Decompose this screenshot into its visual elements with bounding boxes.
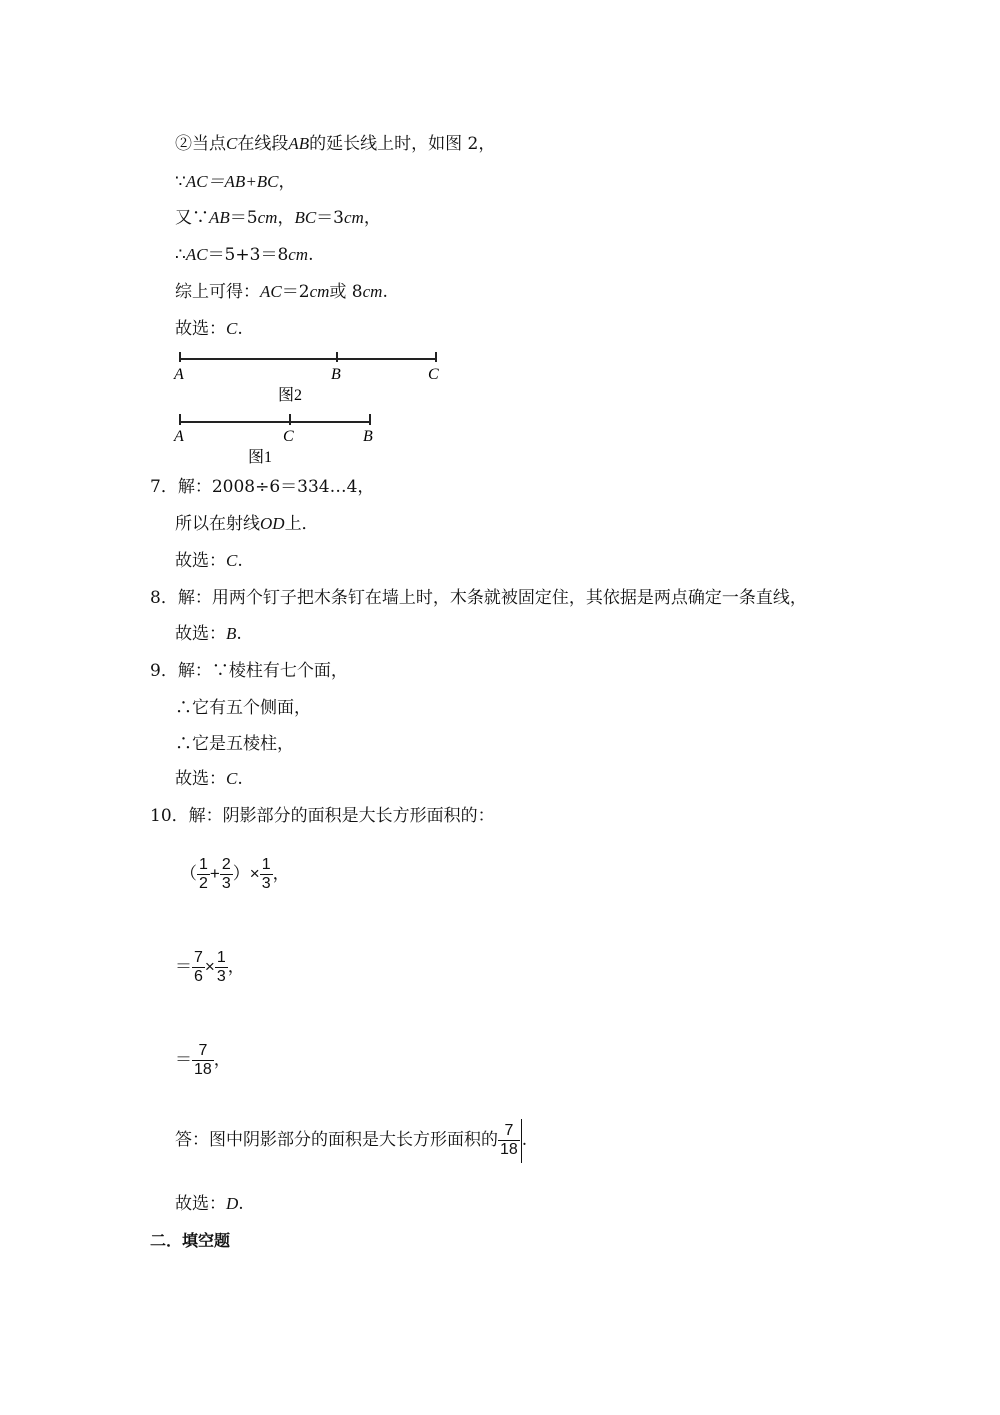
fig2-label-c: C: [428, 366, 439, 383]
q8-answer: 故选：B.: [175, 624, 242, 644]
q9-line-2: ∴它有五个侧面，: [175, 698, 311, 718]
q6-line-3: 又∵AB＝5cm，BC＝3cm，: [175, 208, 381, 228]
q9-answer: 故选：C.: [175, 769, 243, 789]
q10-expression-1: （ $\frac{1}{2}$ + $\frac{2}{3}$ ）× $\frac{1}{3}$ ，: [180, 856, 290, 893]
figure-1-segment-diagram: [170, 410, 390, 466]
q10-answer: 故选：D.: [175, 1194, 244, 1214]
fig2-label-a: A: [174, 366, 184, 383]
q8-line-1: 8．解：用两个钉子把木条钉在墙上时，木条就被固定住，其依据是两点确定一条直线，: [150, 588, 807, 608]
q6-answer: 故选：C.: [175, 319, 243, 339]
fraction: $\frac{7}{6}$: [194, 949, 203, 986]
q6-line-2: ∵AC＝AB+BC，: [175, 172, 296, 192]
fraction: $\frac{7}{18}$: [194, 1042, 212, 1079]
q7-line-2: 所以在射线OD上．: [175, 514, 319, 534]
fig2-caption: 图2: [278, 387, 303, 404]
q7-line-1: 7．解：2008÷6＝334…4，: [150, 477, 375, 497]
figure-2-segment-diagram: [170, 348, 450, 406]
section-heading: 二．填空题: [150, 1231, 231, 1250]
q10-line-1: 10．解：阴影部分的面积是大长方形面积的：: [150, 806, 495, 826]
q10-expression-2: ＝ $\frac{7}{6}$ × $\frac{1}{3}$ ，: [175, 949, 245, 986]
q6-case2-line: ②当点C在线段AB的延长线上时，如图 2，: [175, 134, 496, 154]
fig1-label-c: C: [283, 428, 294, 445]
fraction: $\frac{1}{2}$: [199, 856, 208, 893]
q7-answer: 故选：C.: [175, 551, 243, 571]
q6-line-4: ∴AC＝5+3＝8cm.: [175, 245, 314, 265]
q10-expression-3: ＝ $\frac{7}{18}$ ，: [175, 1042, 231, 1079]
fraction: $\frac{1}{3}$: [216, 949, 226, 986]
fig1-label-a: A: [174, 428, 184, 445]
q6-line-5: 综上可得：AC＝2cm或 8cm.: [175, 282, 388, 302]
q10-answer-statement: 答：图中阴影部分的面积是大长方形面积的 $\frac{7}{18}$ .: [175, 1118, 527, 1163]
q9-line-3: ∴它是五棱柱，: [175, 734, 294, 754]
fraction: $\frac{1}{3}$: [261, 856, 271, 893]
q9-line-1: 9．解：∵棱柱有七个面，: [150, 661, 348, 681]
fig2-label-b: B: [331, 366, 341, 383]
fig1-label-b: B: [363, 428, 373, 445]
fraction: $\frac{7}{18}$: [500, 1122, 518, 1158]
fig1-caption: 图1: [248, 449, 273, 466]
fraction: $\frac{2}{3}$: [221, 856, 231, 893]
